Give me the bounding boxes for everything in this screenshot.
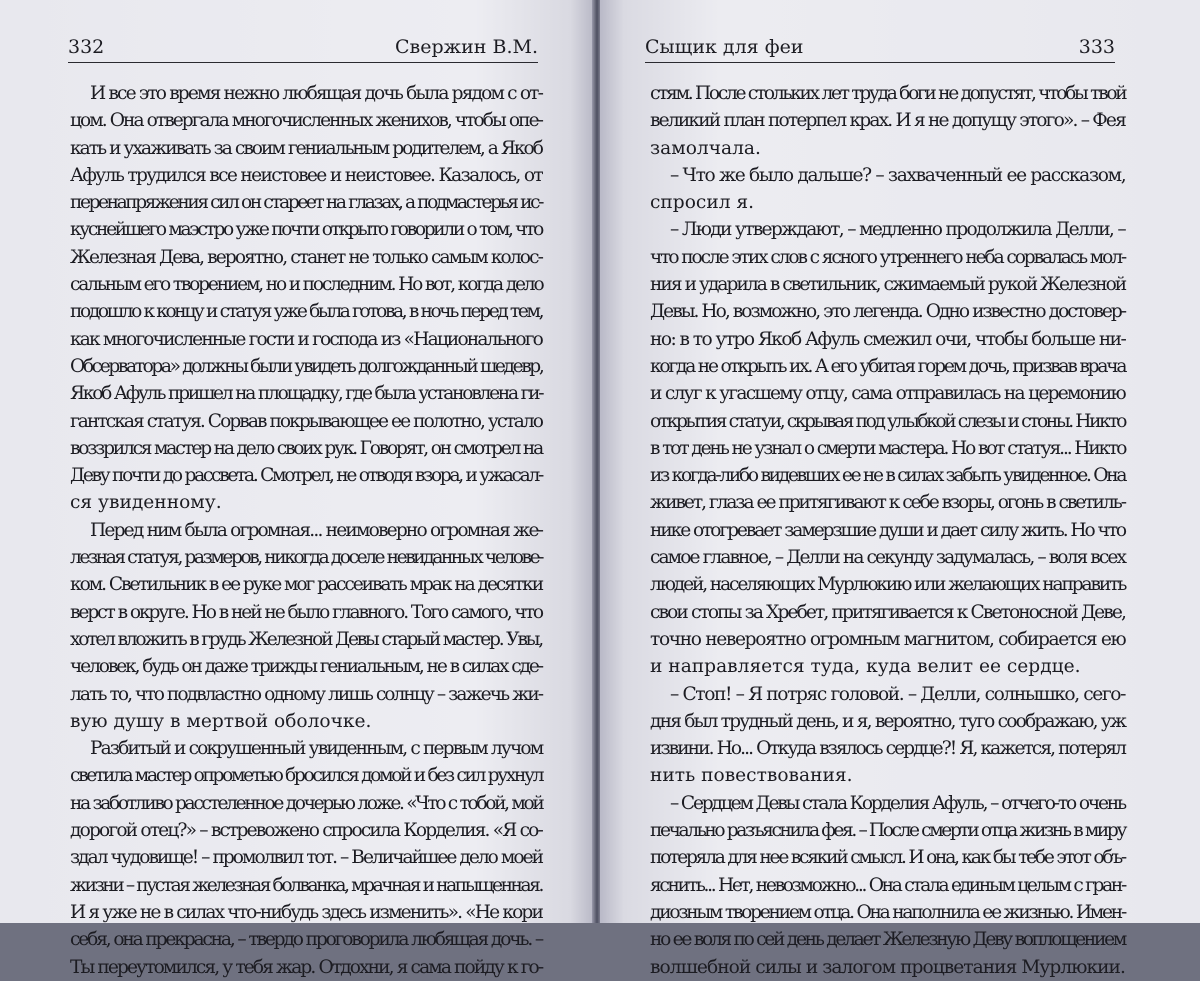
text-line: Обсерватора» должны были увидеть долгожданный шедевр,	[70, 355, 543, 377]
text-line: но ее воля по сей день делает Железную Деву воплощением	[650, 929, 1125, 951]
text-line: диозным творением отца. Она наполнила ее жизнью. Имен-	[650, 901, 1125, 923]
text-line: как многочисленные гости и господа из «Национального	[70, 328, 542, 350]
left-page	[0, 0, 594, 978]
text-line: жизни – пустая железная болванка, мрачная и напыщенная.	[70, 874, 542, 896]
text-line: перенапряжения сил он стареет на глазах, а подмастерья ис-	[70, 192, 542, 214]
text-line: кать и ухаживать за своим гениальным родителем, а Якоб	[70, 137, 542, 159]
text-line: вую душу в мертвой оболочке.	[70, 710, 372, 732]
right-page-number: 333	[1078, 36, 1115, 58]
text-line: нике отогревает замерзшие души и дает силу жить. Но что	[650, 519, 1126, 541]
text-line: лезная статуя, размеров, никогда доселе невиданных челове-	[70, 547, 543, 569]
text-line: Железная Дева, вероятно, станет не только самым колос-	[70, 246, 542, 268]
text-line: цом. Она отвергала многочисленных женихов, чтобы опе-	[70, 110, 542, 132]
text-line: что после этих слов с ясного утреннего неба сорвалась мол-	[650, 246, 1126, 268]
text-line: великий план потерпел крах. И я не допущу этого». – Фея	[650, 110, 1125, 132]
text-line: подошло к концу и статуя уже была готова, в ночь перед тем,	[70, 301, 543, 323]
text-line: точно невероятно огромным магнитом, собирается ею	[650, 628, 1126, 650]
right-page	[600, 0, 1200, 978]
text-line: – Люди утверждают, – медленно продолжила Делли, –	[670, 219, 1125, 241]
right-page-body	[650, 80, 1125, 981]
text-line: и направляется туда, куда велит ее сердце.	[650, 656, 1081, 678]
text-line: самое главное, – Делли на секунду задумалась, – воля всех	[650, 547, 1126, 569]
text-line: нить повествования.	[650, 765, 853, 787]
text-line: Перед ним была огромная... неимоверно огромная же-	[90, 519, 543, 541]
left-page-body	[70, 80, 542, 981]
text-line: спросил я.	[650, 192, 755, 214]
text-line: – Сердцем Девы стала Корделия Афуль, – отчего-то очень	[670, 792, 1125, 814]
text-line: воззрился мастер на дело своих рук. Говорят, он смотрел на	[70, 437, 542, 459]
text-line: хотел вложить в грудь Железной Девы старый мастер. Увы,	[70, 628, 542, 650]
text-line: замолчала.	[650, 137, 761, 159]
text-line: светила мастер опрометью бросился домой и без сил рухнул	[70, 765, 543, 787]
text-line: лать то, что подвластно одному лишь солнцу – зажечь жи-	[70, 683, 543, 705]
text-line: здал чудовище! – промолвил тот. – Величайшее дело моей	[70, 847, 542, 869]
text-line: ком. Светильник в ее руке мог рассеивать мрак на десятки	[70, 574, 543, 596]
text-line: извини. Но... Откуда взялось сердце?! Я, кажется, потерял	[650, 738, 1125, 760]
text-line: Разбитый и сокрушенный увиденным, с первым лучом	[90, 738, 543, 760]
text-line: – Стоп! – Я потряс головой. – Делли, солнышко, сего-	[670, 683, 1125, 705]
text-line: потеряла для нее всякий смысл. И она, как бы тебе этот объ-	[650, 847, 1125, 869]
text-line: куснейшего маэстро уже почти открыто говорили о том, что	[70, 219, 542, 241]
left-page-number: 332	[68, 36, 105, 58]
text-line: но: в то утро Якоб Афуль смежил очи, чтобы больше ни-	[650, 328, 1126, 350]
left-page-header	[68, 28, 538, 63]
text-line: и слуг к угасшему отцу, сама отправилась на церемонию	[650, 383, 1125, 405]
text-line: Афуль трудился все неистовее и неистовее. Казалось, от	[70, 164, 542, 186]
text-line: стям. После стольких лет труда боги не допустят, чтобы твой	[650, 83, 1126, 104]
text-line: Ты переутомился, у тебя жар. Отдохни, я сама пойду к го-	[70, 956, 543, 978]
text-line: И я уже не в силах что-нибудь здесь изменить». «Не кори	[70, 901, 543, 923]
text-line: ся увиденному.	[70, 492, 222, 514]
text-line: гантская статуя. Сорвав покрывающее ее полотно, устало	[70, 410, 542, 432]
text-line: ния и ударила в светильник, сжимаемый рукой Железной	[650, 274, 1126, 296]
text-line: Девы. Но, возможно, это легенда. Одно известно достовер-	[650, 301, 1126, 323]
text-line: дорогой отец?» – встревожено спросила Корделия. «Я со-	[70, 820, 542, 842]
text-line: людей, населяющих Мурлюкию или желающих направить	[650, 574, 1126, 596]
text-line: – Что же было дальше? – захваченный ее рассказом,	[670, 164, 1126, 186]
right-running-header: Сыщик для феи	[645, 36, 804, 58]
text-line: человек, будь он даже трижды гениальным, не в силах сде-	[70, 656, 542, 678]
text-line: яснить... Нет, невозможно... Она стала единым целым с гран-	[650, 874, 1125, 896]
left-running-header: Свержин В.М.	[395, 36, 538, 58]
text-line: дня был трудный день, и я, вероятно, туго соображаю, уж	[650, 710, 1126, 732]
text-line: себя, она прекрасна, – твердо проговорила любящая дочь. –	[70, 929, 543, 951]
text-line: Деву почти до рассвета. Смотрел, не отводя взора, и ужасал-	[70, 465, 542, 487]
text-line: свои стопы за Хребет, притягивается к Светоносной Деве,	[650, 601, 1125, 623]
text-line: когда не открыть их. А его убитая горем дочь, призвав врача	[650, 355, 1126, 377]
text-line: открытия статуи, скрывая под улыбкой слезы и стоны. Никто	[650, 410, 1126, 432]
text-line: верст в округе. Но в ней не было главного. Того самого, что	[70, 601, 542, 623]
text-line: И все это время нежно любящая дочь была рядом с от-	[90, 83, 542, 104]
text-line: печально разъяснила фея. – После смерти отца жизнь в миру	[650, 820, 1125, 842]
text-line: живет, глаза ее притягивают к себе взоры, огонь в светиль-	[650, 492, 1125, 514]
text-line: волшебной силы и залогом процветания Мурлюкии.	[650, 956, 1125, 978]
right-page-header	[645, 28, 1115, 63]
text-line: на заботливо расстеленное дочерью ложе. «Что с тобой, мой	[70, 792, 543, 814]
text-line: в тот день не узнал о смерти мастера. Но вот статуя... Никто	[650, 437, 1126, 459]
text-line: сальным его творением, но и последним. Но вот, когда дело	[70, 274, 543, 296]
text-line: из когда-либо видевших ее не в силах забыть увиденное. Она	[650, 465, 1126, 487]
text-line: Якоб Афуль пришел на площадку, где была установлена ги-	[70, 383, 543, 405]
